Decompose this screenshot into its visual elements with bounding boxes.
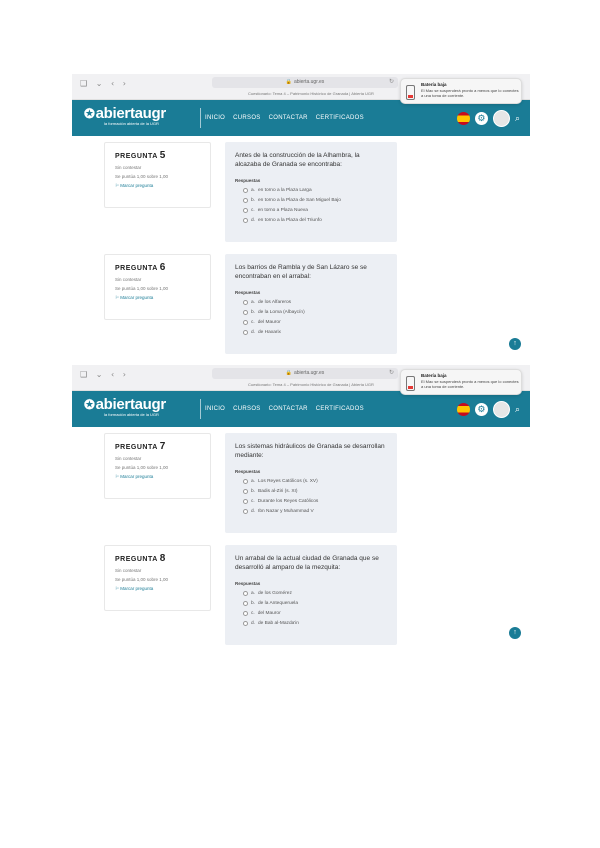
nav-contactar[interactable]: CONTACTAR (268, 406, 308, 412)
question-text: Un arrabal de la actual ciudad de Granada que se desarrolló al amparo de la mezquita: (235, 555, 379, 571)
question-info-8 (104, 545, 211, 611)
screenshot-2 (72, 365, 530, 643)
battery-icon (406, 376, 415, 391)
notification-title: Batería baja (421, 82, 447, 87)
answer-option[interactable]: b. de la Loma (Albaycín) (235, 310, 387, 315)
gear-icon[interactable]: ⚙ (475, 403, 488, 416)
radio-button[interactable] (243, 621, 248, 626)
notification-message: El Mac se suspenderá pronto a menos que lo conectes a una toma de corriente. (421, 88, 519, 98)
radio-button[interactable] (243, 310, 248, 315)
question-score: Se puntúa 1,00 sobre 1,00 (115, 577, 169, 582)
question-status: Sin contestar (115, 277, 142, 282)
header-divider (200, 399, 201, 419)
question-score: Se puntúa 1,00 sobre 1,00 (115, 286, 169, 291)
answer-option[interactable]: a. en torno a la Plaza Larga (235, 188, 387, 193)
answers-label: Respuestas (235, 581, 261, 586)
logo-text: abiertaugr (95, 105, 166, 122)
flag-question-link[interactable]: ⚐ Marcar pregunta (115, 586, 154, 591)
browser-nav-controls[interactable]: ❑ ⌄ ‹ › (80, 370, 129, 379)
answer-option[interactable]: b. Badis al-Ziri (s. XI) (235, 489, 387, 494)
question-number: PREGUNTA 7 (115, 441, 166, 452)
screenshot-1 (72, 74, 530, 352)
nav-certificados[interactable]: CERTIFICADOS (315, 406, 364, 412)
radio-button[interactable] (243, 330, 248, 335)
answer-option[interactable]: a. de los Alfareros (235, 300, 387, 305)
answer-option[interactable]: c. Durante los Reyes Católicos (235, 499, 387, 504)
nav-inicio[interactable]: INICIO (205, 406, 226, 412)
question-box-7 (225, 433, 397, 533)
question-text: Antes de la construcción de la Alhambra, la alcazaba de Granada se encontraba: (235, 152, 360, 168)
notification-message: El Mac se suspenderá pronto a menos que lo conectes a una toma de corriente. (421, 379, 519, 389)
logo-text: abiertaugr (95, 396, 166, 413)
address-bar[interactable] (212, 77, 398, 88)
url-text: abierta.ugr.es (293, 370, 325, 376)
radio-button[interactable] (243, 320, 248, 325)
header-icons (457, 110, 520, 127)
answer-option[interactable]: a. de los Gomérez (235, 591, 387, 596)
question-text: Los barrios de Rambla y de San Lázaro se se encontraban en el arrabal: (235, 264, 367, 280)
notification-title: Batería baja (421, 373, 447, 378)
radio-button[interactable] (243, 499, 248, 504)
radio-button[interactable] (243, 479, 248, 484)
answers-label: Respuestas (235, 290, 261, 295)
answer-option[interactable]: c. en torno a Plaza Nueva (235, 208, 387, 213)
radio-button[interactable] (243, 198, 248, 203)
site-logo[interactable] (84, 106, 166, 126)
nav-certificados[interactable]: CERTIFICADOS (315, 115, 364, 121)
question-box-8 (225, 545, 397, 645)
nav-cursos[interactable]: CURSOS (233, 115, 261, 121)
site-header (72, 391, 530, 427)
question-text: Los sistemas hidráulicos de Granada se desarrollan mediante: (235, 443, 385, 459)
gear-icon[interactable]: ⚙ (475, 112, 488, 125)
url-text: abierta.ugr.es (293, 79, 325, 85)
avatar[interactable] (493, 110, 510, 127)
answer-option[interactable]: c. del Mauror (235, 611, 387, 616)
site-header (72, 100, 530, 136)
logo-tagline: la formación abierta de la UGR (104, 121, 159, 126)
page-tab-title: Cuestionario: Tema 4 – Patrimonio Histórico de Granada | Abierta UGR (248, 382, 374, 387)
flag-question-link[interactable]: ⚐ Marcar pregunta (115, 183, 154, 188)
radio-button[interactable] (243, 601, 248, 606)
answer-option[interactable]: c. del Mauror (235, 320, 387, 325)
main-nav (205, 115, 364, 121)
nav-contactar[interactable]: CONTACTAR (268, 115, 308, 121)
spain-flag-icon[interactable] (457, 403, 470, 416)
radio-button[interactable] (243, 208, 248, 213)
header-icons (457, 401, 520, 418)
radio-button[interactable] (243, 300, 248, 305)
main-nav (205, 406, 364, 412)
reload-icon[interactable]: ↻ (388, 79, 394, 85)
question-number: PREGUNTA 5 (115, 150, 166, 161)
search-icon[interactable]: ⌕ (514, 404, 520, 414)
nav-inicio[interactable]: INICIO (205, 115, 226, 121)
question-status: Sin contestar (115, 456, 142, 461)
radio-button[interactable] (243, 611, 248, 616)
search-icon[interactable]: ⌕ (514, 113, 520, 123)
answer-option[interactable]: d. en torno a la Plaza del Triunfo (235, 218, 387, 223)
answer-option[interactable]: d. de Bab al-Mazda'in (235, 621, 387, 626)
radio-button[interactable] (243, 591, 248, 596)
radio-button[interactable] (243, 188, 248, 193)
question-status: Sin contestar (115, 165, 142, 170)
arrow-up-icon[interactable]: ↑ (509, 627, 521, 639)
question-info-7 (104, 433, 211, 499)
logo-swirl-icon: ✪ (84, 106, 95, 121)
radio-button[interactable] (243, 489, 248, 494)
question-score: Se puntúa 1,00 sobre 1,00 (115, 174, 169, 179)
question-info-5 (104, 142, 211, 208)
spain-flag-icon[interactable] (457, 112, 470, 125)
header-divider (200, 108, 201, 128)
avatar[interactable] (493, 401, 510, 418)
site-logo[interactable] (84, 397, 166, 417)
nav-cursos[interactable]: CURSOS (233, 406, 261, 412)
question-status: Sin contestar (115, 568, 142, 573)
radio-button[interactable] (243, 218, 248, 223)
question-number: PREGUNTA 8 (115, 553, 166, 564)
lock-icon: 🔒 (285, 370, 292, 376)
question-box-6 (225, 254, 397, 354)
battery-notification[interactable] (400, 78, 522, 104)
answer-option[interactable]: a. Los Reyes Católicos (s. XV) (235, 479, 387, 484)
answers-label: Respuestas (235, 178, 261, 183)
question-box-5 (225, 142, 397, 242)
lock-icon: 🔒 (285, 79, 292, 85)
question-info-6 (104, 254, 211, 320)
answers-label: Respuestas (235, 469, 261, 474)
question-score: Se puntúa 1,00 sobre 1,00 (115, 465, 169, 470)
answer-option[interactable]: d. de Haxarix (235, 330, 387, 335)
address-bar[interactable] (212, 368, 398, 379)
browser-nav-controls[interactable]: ❑ ⌄ ‹ › (80, 79, 129, 88)
radio-button[interactable] (243, 509, 248, 514)
page-tab-title: Cuestionario: Tema 4 – Patrimonio Histórico de Granada | Abierta UGR (248, 91, 374, 96)
battery-notification[interactable] (400, 369, 522, 395)
reload-icon[interactable]: ↻ (388, 370, 394, 376)
question-number: PREGUNTA 6 (115, 262, 166, 273)
battery-icon (406, 85, 415, 100)
flag-question-link[interactable]: ⚐ Marcar pregunta (115, 295, 154, 300)
logo-swirl-icon: ✪ (84, 397, 95, 412)
answer-option[interactable]: b. de la Antequeruela (235, 601, 387, 606)
logo-tagline: la formación abierta de la UGR (104, 412, 159, 417)
answer-option[interactable]: b. en torno a la Plaza de San Miguel Bajo (235, 198, 387, 203)
flag-question-link[interactable]: ⚐ Marcar pregunta (115, 474, 154, 479)
arrow-up-icon[interactable]: ↑ (509, 338, 521, 350)
answer-option[interactable]: d. Ibn Nazar y Muhammad V (235, 509, 387, 514)
